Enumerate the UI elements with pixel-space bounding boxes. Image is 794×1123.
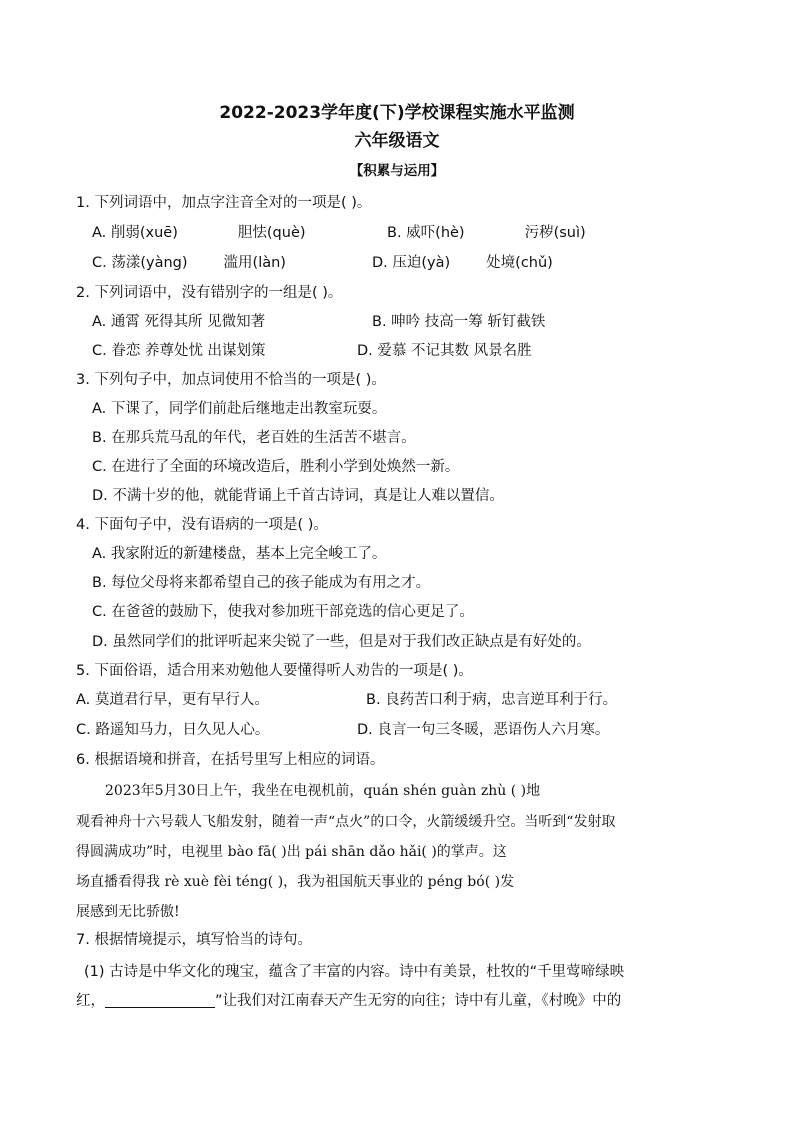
question-2-option-a: A. 通霄 死得其所 见微知著 (92, 314, 266, 330)
line-2-lead: 红， (76, 993, 105, 1009)
question-6-paragraph-line-3: 得圆满成功”时，电视里 bào fā( )出 pái shān dǎo hǎi( )的掌声。这 (76, 844, 507, 860)
question-2-option-b: B. 呻吟 技高一筹 斩钉截铁 (372, 314, 546, 330)
question-2-option-d: D. 爱慕 不记其数 风景名胜 (357, 343, 532, 359)
question-1-stem: 1. 下列词语中，加点字注音全对的一项是( )。 (76, 195, 372, 211)
question-7-stem: 7. 根据情境提示，填写恰当的诗句。 (76, 932, 312, 948)
question-5-option-b: B. 良药苦口利于病，忠言逆耳利于行。 (366, 692, 618, 708)
question-5-stem: 5. 下面俗语，适合用来劝勉他人要懂得听人劝告的一项是( )。 (76, 663, 473, 679)
question-4-stem: 4. 下面句子中，没有语病的一项是( )。 (76, 517, 328, 533)
option-c-word-1: C. 荡漾(yàng) (92, 255, 188, 271)
question-1-option-a (92, 223, 306, 243)
option-d-word-2: 处境(chǔ) (486, 255, 553, 271)
question-2-stem: 2. 下列词语中，没有错别字的一组是( )。 (76, 285, 343, 301)
question-7-part-1-line-2 (76, 991, 621, 1011)
option-a-word-2: 胆怯(què) (237, 225, 306, 241)
question-6-stem: 6. 根据语境和拼音，在括号里写上相应的词语。 (76, 752, 385, 768)
question-3-option-b: B. 在那兵荒马乱的年代，老百姓的生活苦不堪言。 (92, 430, 416, 446)
question-4-option-c: C. 在爸爸的鼓励下，使我对参加班干部竞选的信心更足了。 (92, 604, 474, 620)
option-b-word-1: B. 威吓(hè) (387, 225, 465, 241)
question-5-option-a: A. 莫道君行早，更有早行人。 (76, 692, 269, 708)
question-3-option-c: C. 在进行了全面的环境改造后，胜利小学到处焕然一新。 (92, 459, 460, 475)
question-3-option-a: A. 下课了，同学们前赴后继地走出教室玩耍。 (92, 401, 387, 417)
question-3-option-d: D. 不满十岁的他，就能背诵上千首古诗词，真是让人难以置信。 (92, 488, 504, 504)
question-6-paragraph-line-5: 展感到无比骄傲! (76, 904, 180, 920)
exam-subtitle: 六年级语文 (354, 131, 440, 151)
question-3-stem: 3. 下列句子中，加点词使用不恰当的一项是( )。 (76, 372, 386, 388)
question-4-option-a: A. 我家附近的新建楼盘，基本上完全峻工了。 (92, 546, 387, 562)
line-2-rest: ”让我们对江南春天产生无穷的向往；诗中有儿童，《村晚》中的 (215, 993, 622, 1009)
question-1-option-c (92, 253, 286, 273)
question-4-option-d: D. 虽然同学们的批评听起来尖锐了一些，但是对于我们改正缺点是有好处的。 (92, 634, 591, 650)
poem-answer-blank[interactable] (105, 991, 215, 1008)
section-heading: 【积累与运用】 (349, 163, 445, 179)
exam-title: 2022-2023学年度(下)学校课程实施水平监测 (219, 103, 575, 123)
question-1-option-b (387, 223, 586, 243)
question-5-option-c: C. 路遥知马力，日久见人心。 (76, 722, 270, 738)
option-c-word-2: 滥用(làn) (223, 255, 286, 271)
question-2-option-c: C. 眷恋 养尊处忧 出谋划策 (92, 343, 266, 359)
option-b-word-2: 污秽(suì) (524, 225, 586, 241)
question-6-paragraph-line-4: 场直播看得我 rè xuè fèi téng( )，我为祖国航天事业的 péng bó( )发 (76, 874, 515, 890)
option-a-word-1: A. 削弱(xuē) (92, 225, 178, 241)
option-d-word-1: D. 压迫(yà) (372, 255, 451, 271)
question-1-option-d (372, 253, 553, 273)
question-6-paragraph-line-2: 观看神舟十六号载人飞船发射，随着一声“点火”的口令，火箭缓缓升空。当听到“发射取 (76, 814, 616, 830)
question-5-option-d: D. 良言一句三冬暖，恶语伤人六月寒。 (357, 722, 610, 738)
question-7-part-1-line-1: (1) 古诗是中华文化的瑰宝，蕴含了丰富的内容。诗中有美景，杜牧的“千里莺啼绿映 (84, 964, 625, 980)
question-4-option-b: B. 每位父母将来都希望自己的孩子能成为有用之才。 (92, 575, 431, 591)
question-6-paragraph-line-1: 2023年5月30日上午，我坐在电视机前，quán shén guàn zhù ( )地 (105, 783, 541, 799)
